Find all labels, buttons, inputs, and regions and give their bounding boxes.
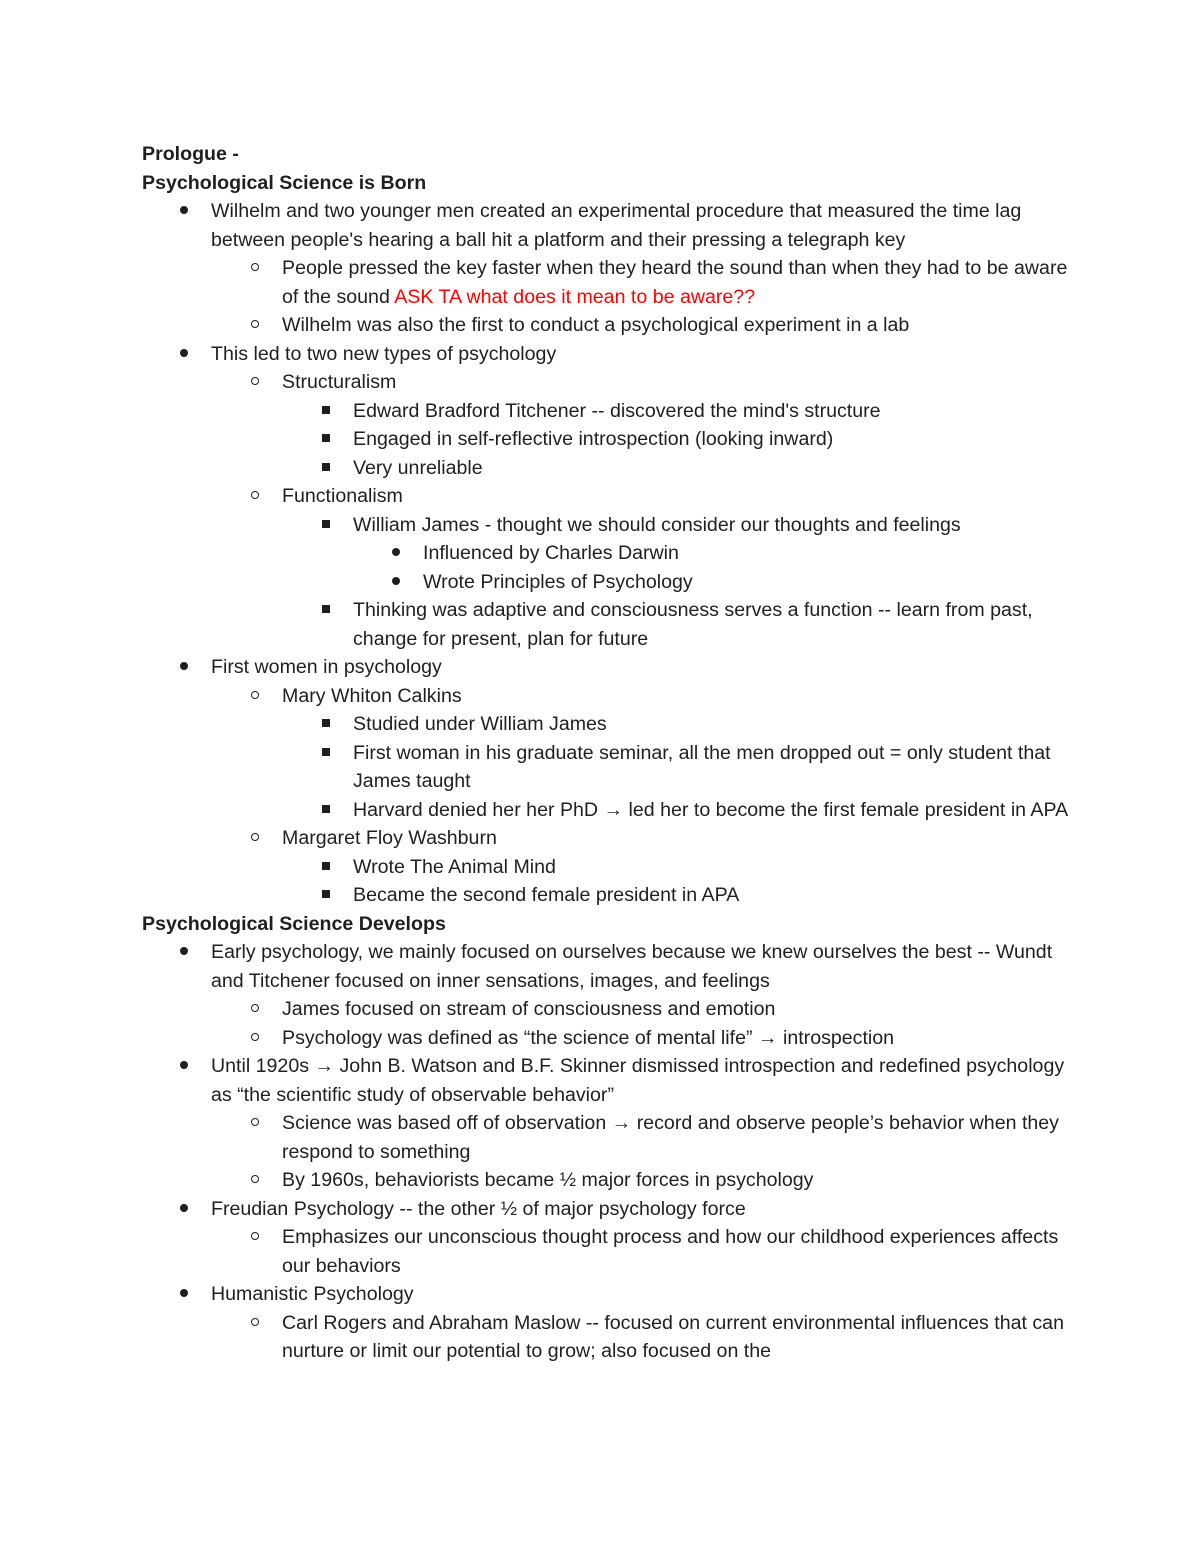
item-text: Edward Bradford Titchener -- discovered the mind's structure <box>353 399 881 422</box>
bullet-dot-icon <box>386 539 406 568</box>
bullet-square-icon <box>316 853 336 882</box>
list-item <box>142 824 1072 853</box>
item-text: First woman in his graduate seminar, all the men dropped out = only student that James taught <box>353 741 1051 792</box>
heading-prologue: Prologue - <box>142 143 239 165</box>
item-text: Carl Rogers and Abraham Maslow -- focused on current environmental influences that can nurture or limit our potential to grow; also focused on the <box>282 1311 1064 1362</box>
item-text: First women in psychology <box>211 656 442 678</box>
item-text: Emphasizes our unconscious thought process and how our childhood experiences affects our behaviors <box>282 1226 1059 1277</box>
list-item <box>142 311 1072 340</box>
item-text: Very unreliable <box>353 456 483 479</box>
item-text: Psychology was defined as “the science of mental life” → introspection <box>282 1026 895 1049</box>
list-item <box>142 739 1072 796</box>
list-item <box>142 1195 1072 1224</box>
list-item <box>142 340 1072 369</box>
bullet-dot-icon <box>174 340 194 369</box>
list-item <box>142 397 1072 426</box>
bullet-circle-icon <box>245 995 265 1024</box>
list-item <box>142 254 1072 311</box>
item-text: Science was based off of observation → record and observe people’s behavior when they respond to something <box>282 1112 1059 1163</box>
list-item <box>142 1280 1072 1309</box>
list-item <box>142 653 1072 682</box>
bullet-circle-icon <box>245 1109 265 1138</box>
heading-science-born: Psychological Science is Born <box>142 171 427 194</box>
bullet-square-icon <box>316 397 336 426</box>
bullet-circle-icon <box>245 1309 265 1338</box>
list-item <box>142 710 1072 739</box>
bullet-square-icon <box>316 796 336 825</box>
bullet-circle-icon <box>245 1166 265 1195</box>
item-text: Wrote The Animal Mind <box>353 855 556 878</box>
item-text: Functionalism <box>282 485 403 507</box>
notes-body <box>142 140 1072 1366</box>
item-text: Early psychology, we mainly focused on ourselves because we knew ourselves the best -- Wundt and Titchener focused on inner sensations, images, and feelings <box>211 941 1053 992</box>
bullet-dot-icon <box>174 938 194 967</box>
item-text: Mary Whiton Calkins <box>282 684 462 707</box>
bullet-square-icon <box>316 710 336 739</box>
list-item <box>142 938 1072 995</box>
list-item <box>142 682 1072 711</box>
list-item <box>142 1309 1072 1366</box>
list-item <box>142 454 1072 483</box>
item-text: Structuralism <box>282 371 397 393</box>
ask-ta-note: ASK TA what does it mean to be aware?? <box>394 285 756 308</box>
bullet-circle-icon <box>245 482 265 511</box>
item-text: Harvard denied her her PhD → led her to become the first female president in APA <box>353 798 1069 821</box>
bullet-circle-icon <box>245 1223 265 1252</box>
item-text: Humanistic Psychology <box>211 1283 414 1305</box>
item-text: Freudian Psychology -- the other ½ of major psychology force <box>211 1197 746 1220</box>
bullet-dot-icon <box>174 1195 194 1224</box>
item-text: Wilhelm was also the first to conduct a psychological experiment in a lab <box>282 314 910 336</box>
list-item <box>142 1166 1072 1195</box>
list-item <box>142 881 1072 910</box>
item-text: Studied under William James <box>353 713 607 735</box>
bullet-circle-icon <box>245 824 265 853</box>
item-text: Margaret Floy Washburn <box>282 827 497 849</box>
bullet-dot-icon <box>174 197 194 226</box>
bullet-square-icon <box>316 739 336 768</box>
bullet-dot-icon <box>386 568 406 597</box>
list-item <box>142 568 1072 597</box>
list-item <box>142 197 1072 254</box>
list-item <box>142 1052 1072 1109</box>
list-item <box>142 539 1072 568</box>
item-text: Wilhelm and two younger men created an experimental procedure that measured the time lag between people's hearing a ball hit a platform and their pressing a telegraph key <box>211 200 1022 251</box>
item-text: Wrote Principles of Psychology <box>423 570 693 593</box>
bullet-square-icon <box>316 881 336 910</box>
list-item <box>142 596 1072 653</box>
bullet-square-icon <box>316 596 336 625</box>
list-item <box>142 995 1072 1024</box>
list-item <box>142 482 1072 511</box>
bullet-circle-icon <box>245 368 265 397</box>
bullet-square-icon <box>316 425 336 454</box>
list-item <box>142 853 1072 882</box>
bullet-dot-icon <box>174 1280 194 1309</box>
item-text: Became the second female president in APA <box>353 884 740 906</box>
bullet-circle-icon <box>245 1024 265 1053</box>
list-item <box>142 368 1072 397</box>
list-item <box>142 511 1072 540</box>
item-text: People pressed the key faster when they heard the sound than when they had to be aware of the sound <box>282 257 1068 308</box>
item-text: William James - thought we should consider our thoughts and feelings <box>353 513 961 536</box>
bullet-square-icon <box>316 511 336 540</box>
item-text: Thinking was adaptive and consciousness serves a function -- learn from past, change for present, plan for future <box>353 599 1033 650</box>
bullet-circle-icon <box>245 311 265 340</box>
list-item <box>142 796 1072 825</box>
item-text: Influenced by Charles Darwin <box>423 542 679 564</box>
bullet-circle-icon <box>245 254 265 283</box>
item-text: Engaged in self-reflective introspection (looking inward) <box>353 428 834 450</box>
bullet-circle-icon <box>245 682 265 711</box>
list-item <box>142 1223 1072 1280</box>
bullet-dot-icon <box>174 1052 194 1081</box>
list-item <box>142 425 1072 454</box>
list-item <box>142 1109 1072 1166</box>
item-text: James focused on stream of consciousness and emotion <box>282 998 776 1020</box>
bullet-square-icon <box>316 454 336 483</box>
item-text: This led to two new types of psychology <box>211 342 557 365</box>
list-item <box>142 1024 1072 1053</box>
item-text: By 1960s, behaviorists became ½ major forces in psychology <box>282 1169 814 1191</box>
item-text: Until 1920s → John B. Watson and B.F. Skinner dismissed introspection and redefined psychology as “the scientific study of observable behavior” <box>211 1055 1065 1106</box>
bullet-dot-icon <box>174 653 194 682</box>
heading-science-develops: Psychological Science Develops <box>142 912 446 935</box>
